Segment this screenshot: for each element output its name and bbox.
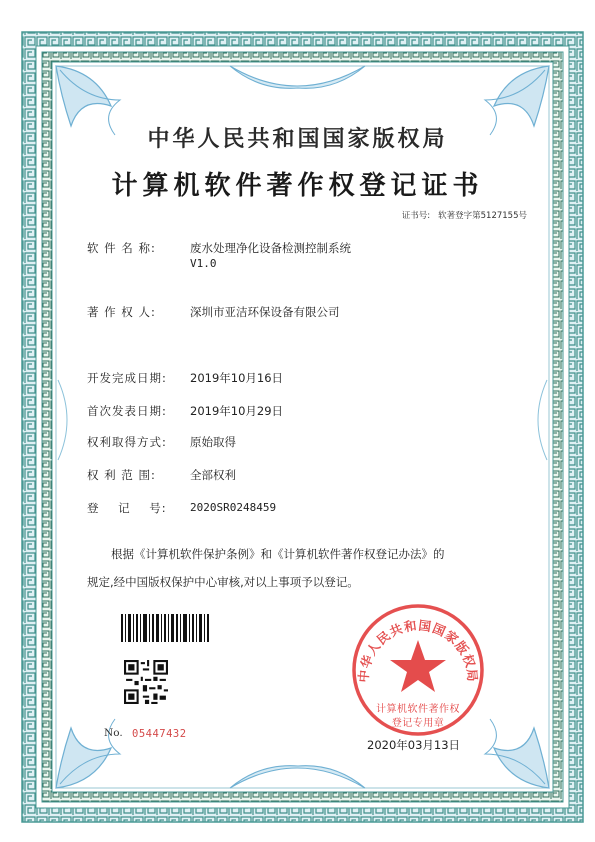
field-value-completion-date: 2019年10月16日 [190,371,284,385]
field-value-publication-date: 2019年10月29日 [190,404,284,418]
field-value-software-version: V1.0 [190,257,217,270]
star-icon [390,640,446,692]
certificate-title: 计算机软件著作权登记证书 [111,171,484,201]
field-value-rights-scope: 全部权利 [190,468,236,482]
seal-ring-text: 中华人民共和国国家版权局 [355,617,481,683]
field-value-copyright-owner: 深圳市亚洁环保设备有限公司 [190,305,340,319]
field-label-completion-date: 开发完成日期: [87,371,167,385]
field-value-software-name: 废水处理净化设备检测控制系统 [190,241,351,255]
issuing-authority: 中华人民共和国国家版权局 [147,127,448,152]
field-label-registration-number: 登 记 号: [87,501,167,515]
registration-statement [87,540,537,596]
certificate-number-value: 软著登字第5127155号 [438,211,527,221]
certificate-number-label: 证书号: [401,211,431,221]
statement-line-2: 规定,经中国版权保护中心审核,对以上事项予以登记。 [87,575,359,589]
field-value-acquisition-method: 原始取得 [190,435,236,449]
barcode [121,614,209,642]
issue-date: 2020年03月13日 [367,738,461,752]
field-label-rights-scope: 权 利 范 围: [87,468,156,482]
field-value-registration-number: 2020SR0248459 [190,501,277,514]
field-label-acquisition-method: 权利取得方式: [87,435,167,449]
serial-number-value: 05447432 [132,728,187,740]
statement-line-1: 根据《计算机软件保护条例》和《计算机软件著作权登记办法》的 [111,547,445,561]
certificate-number [394,209,527,221]
seal-line-1: 计算机软件著作权 [376,704,460,715]
qr-code [124,660,168,704]
field-label-copyright-owner: 著 作 权 人: [87,305,156,319]
seal-line-2: 登记专用章 [391,718,445,729]
field-label-software-name: 软 件 名 称: [87,241,156,255]
field-label-publication-date: 首次发表日期: [87,404,167,418]
serial-number-label: No. [104,727,123,739]
